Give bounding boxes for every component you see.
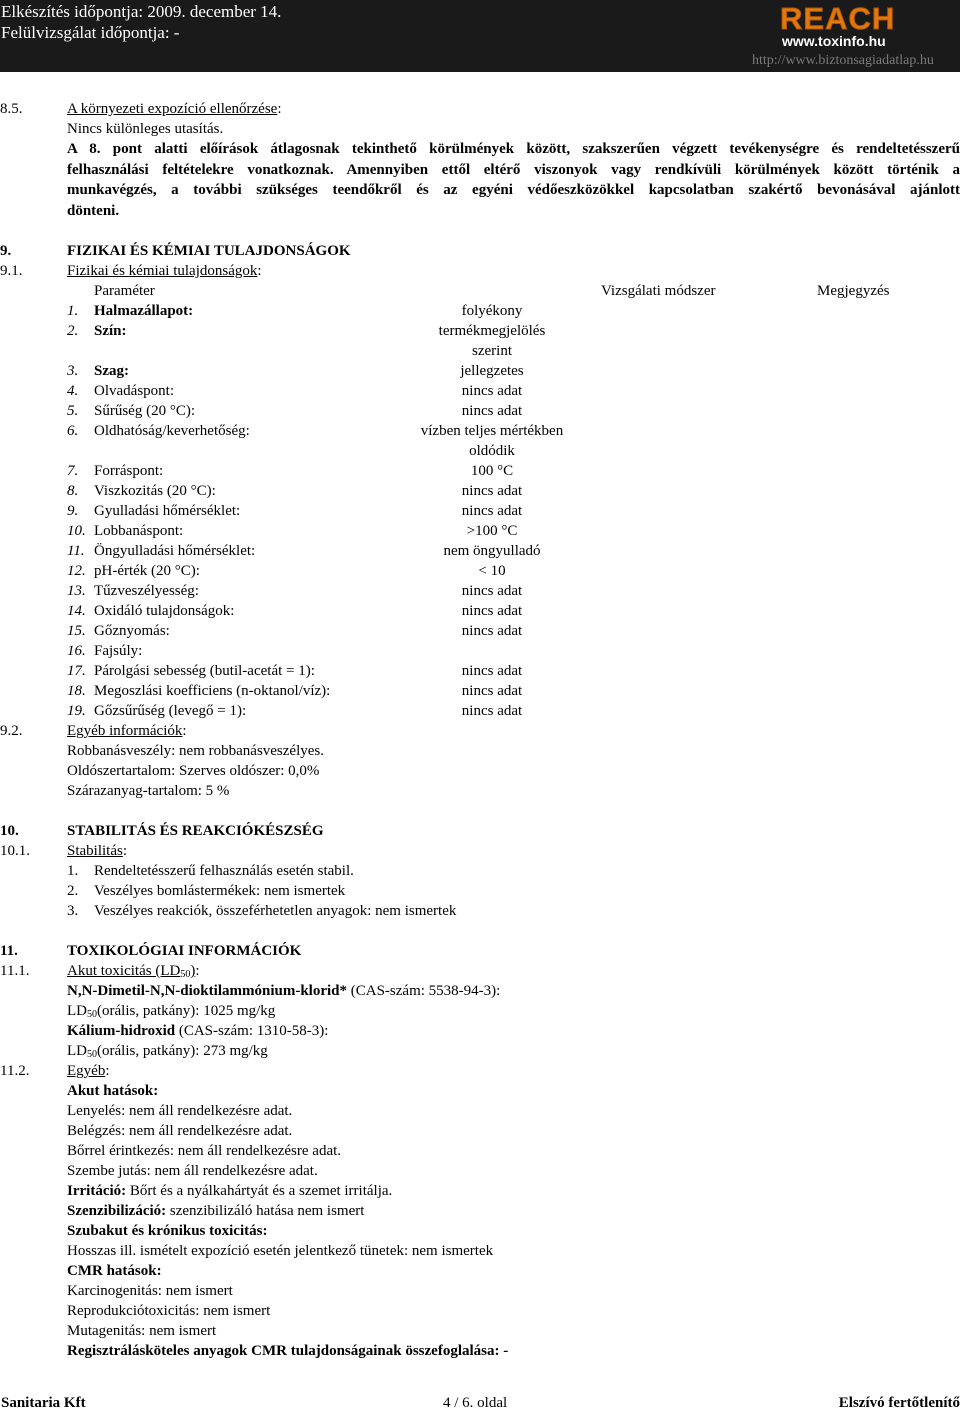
property-row [0,541,960,561]
property-number: 1. [67,303,79,319]
property-label: Fajsúly: [94,643,143,659]
chapter-heading: 11. TOXIKOLÓGIAI INFORMÁCIÓK [0,943,302,959]
property-label: Tűzveszélyesség: [94,583,199,599]
section-heading: 11.2. Egyéb: [0,1063,110,1079]
property-value: nincs adat [461,583,523,599]
property-number: 10. [67,523,86,539]
other-effects-list [0,1081,960,1361]
property-value-cont: oldódik [469,443,515,459]
property-label: Megoszlási koefficiens (n-oktanol/víz): [94,683,331,699]
property-row [0,641,960,661]
property-label: Szín: [94,323,127,339]
page-footer [0,1393,960,1413]
property-value: nincs adat [461,603,523,619]
property-number: 12. [67,563,86,579]
effect-label: Akut hatások: [67,1083,159,1099]
info-line: Robbanásveszély: nem robbanásveszélyes. [67,743,324,759]
effect-line [0,1341,960,1361]
effect-line [0,1281,960,1301]
effect-line [0,1261,960,1281]
tox-line [0,981,960,1001]
property-number: 7. [67,463,79,479]
property-value: < 10 [478,563,506,579]
effect-text: Mutagenitás: nem ismert [67,1323,217,1339]
property-label: Lobbanáspont: [94,523,184,539]
section-heading: 8.5. A környezeti expozíció ellenőrzése: [0,101,282,117]
effect-text: Szembe jutás: nem áll rendelkezésre adat. [67,1163,318,1179]
property-row [0,501,960,521]
tox-text: (orális, patkány): 1025 mg/kg [97,1003,276,1019]
property-number: 16. [67,643,86,659]
property-row [0,361,960,381]
effect-label: Szenzibilizáció: [67,1203,167,1219]
property-row [0,681,960,701]
property-value: termékmegjelölés [438,323,546,339]
effect-label: Irritáció: [67,1183,127,1199]
section-title: Egyéb információk [67,723,183,739]
property-number: 19. [67,703,86,719]
chapter-title: FIZIKAI ÉS KÉMIAI TULAJDONSÁGOK [67,243,351,259]
effect-line [0,1221,960,1241]
chapter-title: STABILITÁS ÉS REAKCIÓKÉSZSÉG [67,823,324,839]
tox-text: (CAS-szám: 5538-94-3): [347,983,501,999]
property-label: Sűrűség (20 °C): [94,403,195,419]
list-text: Veszélyes reakciók, összeférhetetlen anyagok: nem ismertek [94,903,457,919]
info-line: Oldószertartalom: Szerves oldószer: 0,0% [67,763,320,779]
ld-label: LD [67,1043,87,1059]
property-label: Gőzsűrűség (levegő = 1): [94,703,247,719]
chapter-title: TOXIKOLÓGIAI INFORMÁCIÓK [67,943,302,959]
effect-text: szenzibilizáló hatása nem ismert [166,1203,365,1219]
section-number: 8.5. [0,101,23,117]
property-row [0,321,960,341]
property-row [0,481,960,501]
property-number: 5. [67,403,79,419]
property-number: 14. [67,603,86,619]
property-value: vízben teljes mértékben [420,423,564,439]
property-row-continued [0,441,960,461]
effect-label: CMR hatások: [67,1263,162,1279]
col-parameter: Paraméter [94,283,155,299]
property-value: 100 °C [470,463,514,479]
substance-name: N,N-Dimetil-N,N-dioktilammónium-klorid* [67,983,347,999]
header-dates [1,1,281,43]
property-value: nincs adat [461,663,523,679]
prep-date: Elkészítés időpontja: 2009. december 14. [1,2,282,21]
effect-line [0,1121,960,1141]
list-number: 2. [67,883,79,899]
property-value: folyékony [461,303,523,319]
property-value: nincs adat [461,503,523,519]
list-text: Veszélyes bomlástermékek: nem ismertek [94,883,346,899]
property-value: nincs adat [461,383,523,399]
tox-text: (CAS-szám: 1310-58-3): [175,1023,329,1039]
property-row [0,421,960,441]
list-number: 3. [67,903,79,919]
list-text: Rendeltetésszerű felhasználás esetén stabil. [94,863,354,879]
tox-line: $LD_{50}(orális$, patkány): 273 mg/kg [67,1043,268,1060]
section-heading: 9.1. Fizikai és kémiai tulajdonságok: [0,263,262,279]
property-label: Olvadáspont: [94,383,174,399]
property-label: Szag: [94,363,129,379]
list-item [0,861,960,881]
property-label: Viszkozitás (20 °C): [94,483,216,499]
property-row [0,661,960,681]
property-number: 8. [67,483,79,499]
footer-page-number: 4 / 6. oldal [443,1395,508,1411]
property-value: nincs adat [461,703,523,719]
property-row [0,521,960,541]
effect-text: Bőrrel érintkezés: nem áll rendelkezésre adat. [67,1143,342,1159]
section-title: A környezeti expozíció ellenőrzése [67,101,278,117]
property-value: nincs adat [461,623,523,639]
effect-text: Lenyelés: nem áll rendelkezésre adat. [67,1103,293,1119]
tox-line [0,1021,960,1041]
section-title: Akut toxicitás $(LD_{50})$ [67,963,196,980]
effect-text: Karcinogenitás: nem ismert [67,1283,233,1299]
col-method: Vizsgálati módszer [601,283,716,299]
effect-label: Szubakut és krónikus toxicitás: [67,1223,268,1239]
chapter-heading: 10. STABILITÁS ÉS REAKCIÓKÉSZSÉG [0,823,324,839]
effect-label: Regisztrálásköteles anyagok CMR tulajdonságainak összefoglalása: - [67,1343,509,1359]
property-number: 18. [67,683,86,699]
property-label: Öngyulladási hőmérséklet: [94,543,256,559]
property-label: Oxidáló tulajdonságok: [94,603,235,619]
property-row [0,601,960,621]
site-primary[interactable]: www.toxinfo.hu [782,33,886,49]
property-label: Forráspont: [94,463,164,479]
property-number: 4. [67,383,79,399]
property-row [0,561,960,581]
property-label: Oldhatóság/keverhetőség: [94,423,250,439]
property-value: jellegzetes [460,363,524,379]
property-row [0,381,960,401]
property-table-header [0,281,960,301]
property-value: nincs adat [461,683,523,699]
site-secondary[interactable]: http://www.biztonsagiadatlap.hu [752,53,934,68]
revision-date: Felülvizsgálat időpontja: - [1,23,180,42]
property-number: 9. [67,503,79,519]
property-row [0,701,960,721]
effect-line [0,1161,960,1181]
property-row [0,401,960,421]
property-value-cont: szerint [472,343,512,359]
chapter-number: 9. [0,243,12,259]
effect-line [0,1181,960,1201]
property-label: Gőznyomás: [94,623,170,639]
section-heading: 10.1. Stabilitás: [0,843,128,859]
tox-line: $LD_{50}(orális$, patkány): 1025 mg/kg [67,1003,276,1020]
list-number: 1. [67,863,79,879]
effect-line [0,1081,960,1101]
acute-toxicity-list [0,981,960,1061]
property-number: 3. [67,363,79,379]
property-number: 17. [67,663,86,679]
property-label: Halmazállapot: [94,303,194,319]
substance-name: Kálium-hidroxid [67,1023,176,1039]
section-title: Stabilitás [67,843,123,859]
property-number: 13. [67,583,86,599]
stability-list [0,861,960,921]
footer-product: Elszívó fertőtlenítő [838,1395,960,1411]
property-value: nem öngyulladó [443,543,541,559]
property-label: Párolgási sebesség (butil-acetát = 1): [94,663,315,679]
effect-text: Belégzés: nem áll rendelkezésre adat. [67,1123,293,1139]
section-title: Fizikai és kémiai tulajdonságok [67,263,258,279]
info-line: Szárazanyag-tartalom: 5 % [67,783,230,799]
property-number: 11. [67,543,85,559]
property-label: pH-érték (20 °C): [94,563,200,579]
document-body [0,99,960,1361]
section-heading: 11.1. Akut toxicitás $(LD_{50})$: [0,963,200,980]
section-heading: 9.2. Egyéb információk: [0,723,187,739]
property-table [0,301,960,721]
ld-label: LD [67,1003,87,1019]
page-header [0,0,960,72]
effect-line [0,1101,960,1121]
effect-line [0,1241,960,1261]
list-item [0,901,960,921]
property-row [0,621,960,641]
property-row [0,581,960,601]
property-number: 2. [67,323,79,339]
property-row [0,461,960,481]
property-value: nincs adat [461,483,523,499]
effect-text: Hosszas ill. ismételt expozíció esetén jelentkező tünetek: nem ismertek [67,1243,494,1259]
property-value: >100 °C [466,523,518,539]
effect-line [0,1321,960,1341]
effect-line [0,1201,960,1221]
effect-line [0,1301,960,1321]
col-note: Megjegyzés [817,283,890,299]
paragraph: A 8. pont alatti előírások átlagosnak tekinthető körülmények között, szakszerűen végzett tevékenységre és rendeltetésszerű felhasználási feltételekre vonatkoznak. Amennyiben ettől eltérő viszonyok vagy rendkívüli körülmények között történik a munkavégzés, a további szükséges teendőkről és az egyéni védőeszközökkel kapcsolatban szakértő bevonásával ajánlott dönteni. [67,141,960,219]
property-number: 6. [67,423,79,439]
effect-text: Bőrt és a nyálkahártyát és a szemet irritálja. [126,1183,393,1199]
tox-text: (orális, patkány): 273 mg/kg [97,1043,268,1059]
list-item [0,881,960,901]
section-title: Egyéb [67,1063,106,1079]
property-row-continued [0,341,960,361]
effect-text: Reprodukciótoxicitás: nem ismert [67,1303,271,1319]
chapter-heading [0,241,960,261]
property-value: nincs adat [461,403,523,419]
body-text: Nincs különleges utasítás. [67,121,224,137]
property-number: 15. [67,623,86,639]
effect-line [0,1141,960,1161]
property-label: Gyulladási hőmérséklet: [94,503,241,519]
footer-company: Sanitaria Kft [1,1395,86,1411]
property-row [0,301,960,321]
svg-text:REACH: REACH [780,1,896,35]
